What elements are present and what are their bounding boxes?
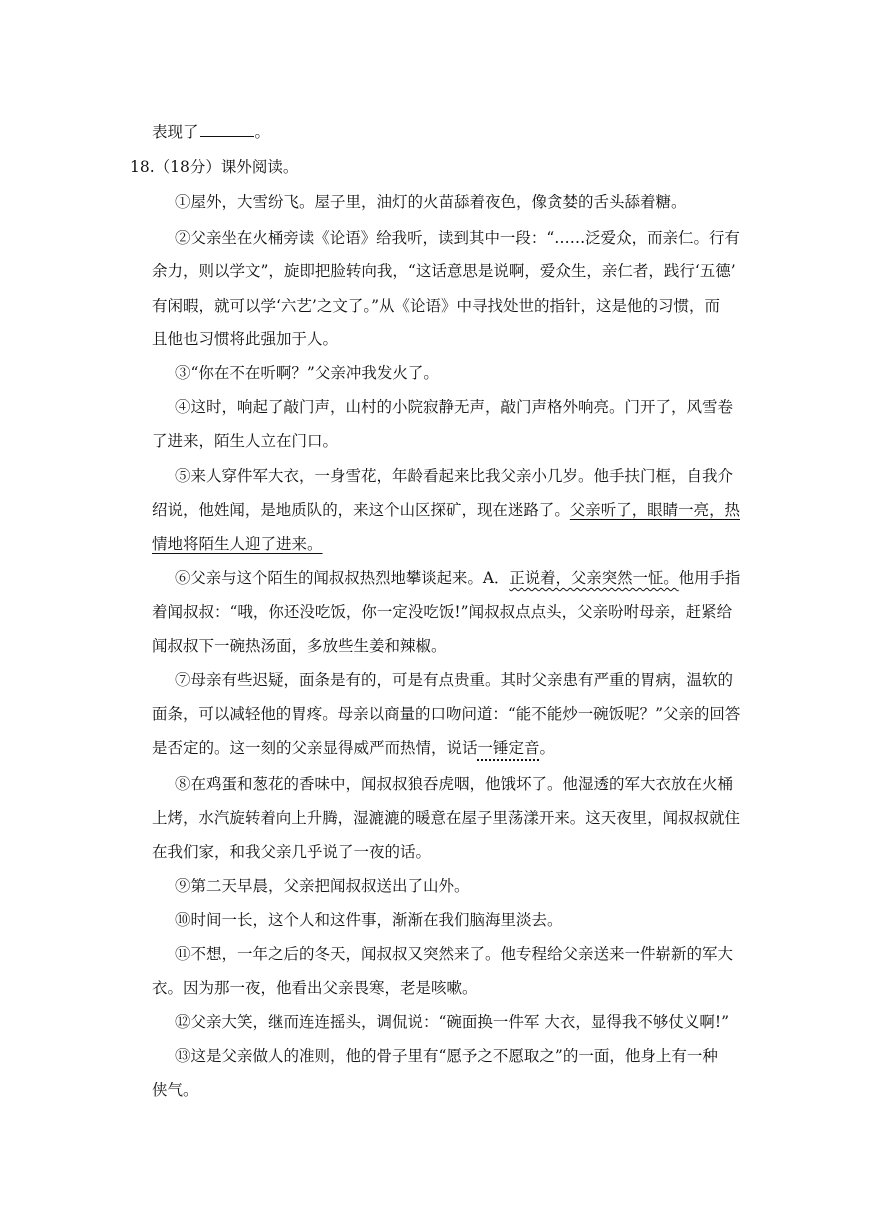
tail-period: 。 (254, 123, 271, 141)
paragraph-12: ⑫父亲大笑，继而连连摇头，调侃说：“碗面换一件军 大衣，显得我不够仗义啊!” (175, 1013, 730, 1031)
paragraph-10: ⑩时间一长，这个人和这件事，渐渐在我们脑海里淡去。 (175, 911, 563, 929)
paragraph-2-line-2: 余力，则以学文”，旋即把脸转向我，“这话意思是说啊，爱众生，亲仁者，践行‘五德’ (152, 262, 736, 280)
paragraph-4-line-1: ④这时，响起了敲门声，山村的小院寂静无声，敲门声格外响亮。门开了，风雪卷 (175, 398, 734, 416)
answer-blank[interactable] (200, 122, 254, 137)
question-18-header: 18.（18分）课外阅读。 (130, 158, 299, 176)
paragraph-6-line-3: 闻叔叔下一碗热汤面，多放些生姜和辣椒。 (152, 637, 447, 655)
paragraph-6-line-1 (175, 568, 740, 590)
paragraph-8-line-1: ⑧在鸡蛋和葱花的香味中，闻叔叔狼吞虎咽，他饿坏了。他湿透的军大衣放在火桶 (175, 775, 734, 793)
paragraph-7-period: 。 (539, 739, 556, 757)
paragraph-2-line-1: ②父亲坐在火桶旁读《论语》给我听，读到其中一段：“……泛爱众，而亲仁。行有 (175, 229, 740, 247)
paragraph-6-text: ⑥父亲与这个陌生的闻叔叔热烈地攀谈起来。A． (175, 569, 510, 587)
paragraph-5-line-3 (152, 534, 323, 556)
paragraph-11-line-1: ⑪不想，一年之后的冬天，闻叔叔又突然来了。他专程给父亲送来一件崭新的军大 (175, 945, 734, 963)
paragraph-13-line-1: ⑬这是父亲做人的准则，他的骨子里有“愿予之不愿取之”的一面，他身上有一种 (175, 1047, 718, 1065)
previous-question-tail (152, 122, 270, 144)
paragraph-2-line-4: 且他也习惯将此强加于人。 (152, 330, 339, 348)
paragraph-7-line-3 (152, 738, 555, 760)
paragraph-7-text: 是否定的。这一刻的父亲显得威严而热情，说话 (152, 739, 478, 757)
paragraph-11-line-2: 衣。因为那一夜，他看出父亲畏寒，老是咳嗽。 (152, 979, 478, 997)
paragraph-7-line-1: ⑦母亲有些迟疑，面条是有的，可是有点贵重。其时父亲患有严重的胃病，温软的 (175, 671, 734, 689)
paragraph-8-line-3: 在我们家，和我父亲几乎说了一夜的话。 (152, 843, 432, 861)
paragraph-1: ①屋外，大雪纷飞。屋子里，油灯的火苗舔着夜色，像贪婪的舌头舔着糖。 (175, 193, 687, 211)
paragraph-4-line-2: 了进来，陌生人立在门口。 (152, 432, 339, 450)
underlined-sentence: 父亲听了，眼睛一亮，热 (569, 501, 741, 519)
underlined-sentence-cont: 情地将陌生人迎了进来。 (152, 535, 323, 553)
paragraph-7-line-2: 面条，可以减轻他的胃疼。母亲以商量的口吻问道：“能不能炒一碗饭呢？”父亲的回答 (152, 705, 741, 723)
tail-text: 表现了 (152, 123, 199, 141)
paragraph-6-line-2: 着闻叔叔：“哦，你还没吃饭，你一定没吃饭!”闻叔叔点点头，父亲吩咐母亲，赶紧给 (152, 603, 733, 621)
paragraph-13-line-2: 侠气。 (152, 1081, 199, 1099)
paragraph-6-text-end: 他用手指 (678, 569, 741, 587)
paragraph-5-line-2 (152, 500, 740, 522)
emphasized-idiom: 一锤定音 (477, 739, 540, 757)
paragraph-8-line-2: 上烤，水汽旋转着向上升腾，湿漉漉的暖意在屋子里荡漾开来。这天夜里，闻叔叔就住 (152, 809, 741, 827)
paragraph-3: ③“你在不在听啊？”父亲冲我发火了。 (175, 364, 439, 382)
paragraph-5-text: 绍说，他姓闻，是地质队的，来这个山区探矿，现在迷路了。 (152, 501, 570, 519)
paragraph-2-line-3: 有闲暇，就可以学‘六艺’之文了。”从《论语》中寻找处世的指针，这是他的习惯，而 (152, 297, 721, 315)
paragraph-5-line-1: ⑤来人穿件军大衣，一身雪花，年龄看起来比我父亲小几岁。他手扶门框，自我介 (175, 467, 734, 485)
paragraph-9: ⑨第二天早晨，父亲把闻叔叔送出了山外。 (175, 877, 470, 895)
wavy-underlined-sentence-a: 正说着，父亲突然一怔。 (509, 569, 679, 587)
